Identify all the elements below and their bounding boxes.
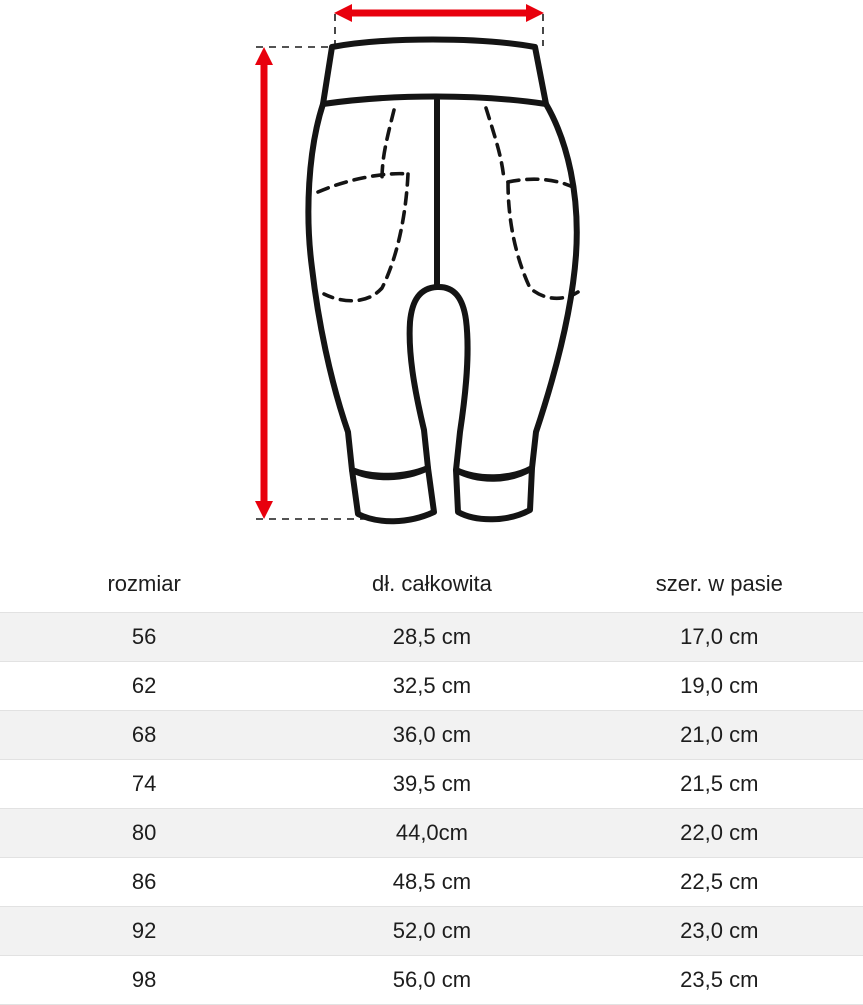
table-row <box>0 956 863 1005</box>
cell-size: 68 <box>0 711 288 760</box>
pants-outline <box>308 40 576 522</box>
cell-waist-width: 22,0 cm <box>576 809 863 858</box>
cell-total-length: 36,0 cm <box>288 711 575 760</box>
table-row <box>0 613 863 662</box>
table-row <box>0 711 863 760</box>
cell-size: 98 <box>0 956 288 1005</box>
column-header-waist-width: szer. w pasie <box>576 556 863 613</box>
guide-lines <box>256 14 543 519</box>
cell-size: 92 <box>0 907 288 956</box>
column-header-total-length: dł. całkowita <box>288 556 575 613</box>
table-row <box>0 809 863 858</box>
column-header-size: rozmiar <box>0 556 288 613</box>
waist-width-arrow <box>334 4 544 22</box>
cell-size: 56 <box>0 613 288 662</box>
size-table <box>0 556 863 1005</box>
cell-waist-width: 21,5 cm <box>576 760 863 809</box>
cell-total-length: 28,5 cm <box>288 613 575 662</box>
table-header-row <box>0 556 863 613</box>
cell-size: 80 <box>0 809 288 858</box>
cell-waist-width: 19,0 cm <box>576 662 863 711</box>
cell-size: 62 <box>0 662 288 711</box>
table-row <box>0 907 863 956</box>
total-length-arrow <box>255 47 273 519</box>
cell-total-length: 52,0 cm <box>288 907 575 956</box>
table-row <box>0 760 863 809</box>
cell-total-length: 44,0cm <box>288 809 575 858</box>
cell-waist-width: 21,0 cm <box>576 711 863 760</box>
cell-waist-width: 22,5 cm <box>576 858 863 907</box>
cell-total-length: 32,5 cm <box>288 662 575 711</box>
cell-waist-width: 23,5 cm <box>576 956 863 1005</box>
cell-total-length: 48,5 cm <box>288 858 575 907</box>
stitching-details <box>318 108 578 301</box>
cell-total-length: 56,0 cm <box>288 956 575 1005</box>
cell-size: 86 <box>0 858 288 907</box>
table-row <box>0 662 863 711</box>
cell-size: 74 <box>0 760 288 809</box>
cell-total-length: 39,5 cm <box>288 760 575 809</box>
cell-waist-width: 23,0 cm <box>576 907 863 956</box>
table-row <box>0 858 863 907</box>
cell-waist-width: 17,0 cm <box>576 613 863 662</box>
